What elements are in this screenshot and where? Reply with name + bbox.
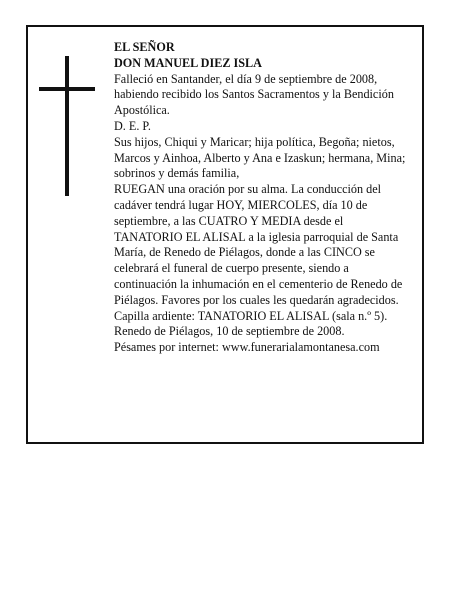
condolences-line: Pésames por internet: www.funerarialamontanesa.com <box>114 340 380 355</box>
obituary-notice <box>26 25 424 444</box>
cross-icon <box>39 56 95 196</box>
place-date: Renedo de Piélagos, 10 de septiembre de 2008. <box>114 324 345 339</box>
obituary-text <box>114 40 414 356</box>
death-announcement: Falleció en Santander, el día 9 de septiembre de 2008, habiendo recibido los Santos Sacramentos y la Bendición Apostólica. <box>114 71 394 118</box>
funeral-details: RUEGAN una oración por su alma. La conducción del cadáver tendrá lugar HOY, MIERCOLES, día 10 de septiembre, a las CUATRO Y MEDIA desde el TANATORIO EL ALISAL a la iglesia parroquial de Santa María, de Renedo de Piélagos, donde a las CINCO se celebrará el funeral de cuerpo presente, siendo a continuación la inhumación en el cementerio de Renedo de Piélagos. Favores por los cuales les quedarán agradecidos. Capilla ardiente: TANATORIO EL ALISAL (sala n.º 5). <box>114 182 403 323</box>
deceased-name: DON MANUEL DIEZ ISLA <box>114 55 262 70</box>
notice-title: EL SEÑOR <box>114 40 175 54</box>
rip-line: D. E. P. <box>114 118 151 133</box>
family-list: Sus hijos, Chiqui y Maricar; hija política, Begoña; nietos, Marcos y Ainhoa, Alberto y Ana e Izaskun; hermana, Mina; sobrinos y demás familia, <box>114 134 406 181</box>
